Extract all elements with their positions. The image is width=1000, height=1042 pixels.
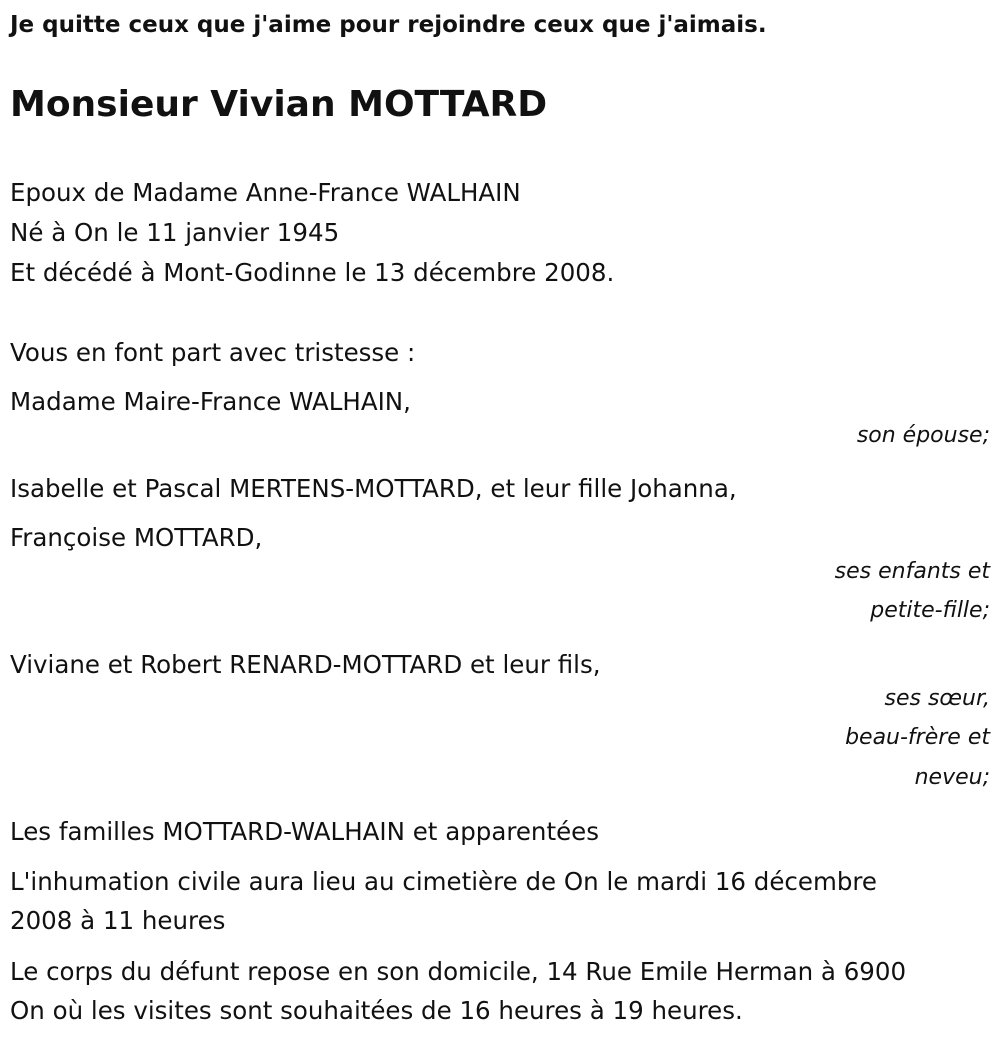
sibling-role-1: ses sœur, (884, 686, 990, 711)
burial-line-2: 2008 à 11 heures (10, 906, 226, 935)
sibling-role-2: beau-frère et (845, 725, 990, 750)
announcement-intro: Vous en font part avec tristesse : (10, 338, 416, 367)
sibling-role-3: neveu; (914, 765, 990, 790)
death-line: Et décédé à Mont-Godinne le 13 décembre 2008. (10, 258, 615, 287)
birth-line: Né à On le 11 janvier 1945 (10, 218, 340, 247)
sibling-line: Viviane et Robert RENARD-MOTTARD et leur fils, (10, 650, 601, 679)
children-line-1: Isabelle et Pascal MERTENS-MOTTARD, et leur fille Johanna, (10, 474, 737, 503)
epitaph-quote: Je quitte ceux que j'aime pour rejoindre ceux que j'aimais. (10, 12, 767, 38)
children-line-2: Françoise MOTTARD, (10, 523, 263, 552)
families-line: Les familles MOTTARD-WALHAIN et apparentées (10, 817, 599, 846)
visitation-line-1: Le corps du défunt repose en son domicile, 14 Rue Emile Herman à 6900 (10, 957, 907, 986)
spouse-name: Madame Maire-France WALHAIN, (10, 387, 411, 416)
deceased-name: Monsieur Vivian MOTTARD (10, 84, 548, 125)
children-role-2: petite-fille; (870, 598, 990, 623)
spouse-role: son épouse; (856, 423, 990, 448)
children-role-1: ses enfants et (834, 559, 990, 584)
visitation-line-2: On où les visites sont souhaitées de 16 heures à 19 heures. (10, 996, 743, 1025)
spouse-line: Epoux de Madame Anne-France WALHAIN (10, 178, 521, 207)
burial-line-1: L'inhumation civile aura lieu au cimetière de On le mardi 16 décembre (10, 867, 877, 896)
